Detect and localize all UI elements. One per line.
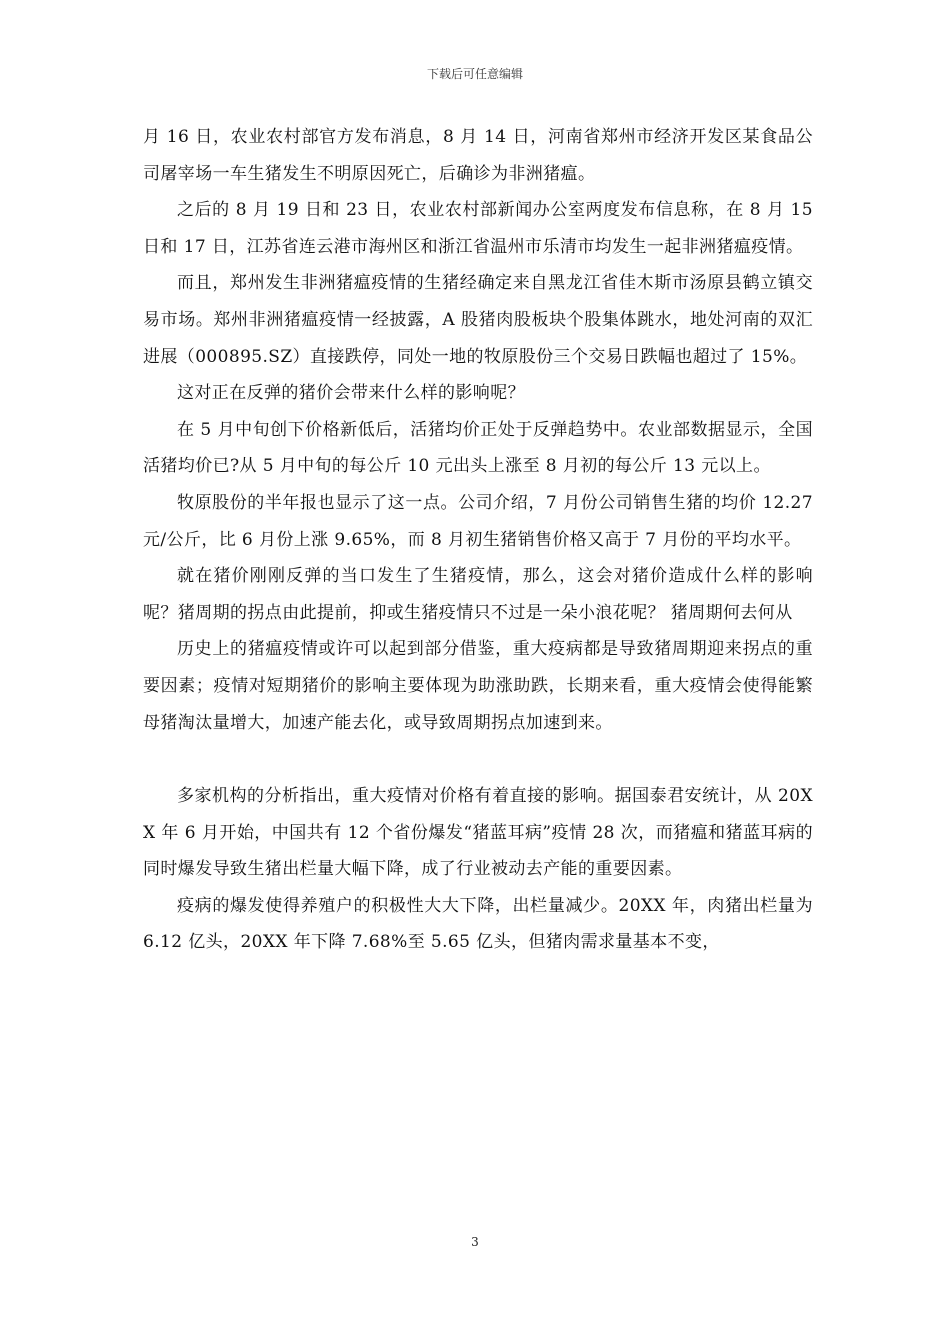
paragraph-3: 而且，郑州发生非洲猪瘟疫情的生猪经确定来自黑龙江省佳木斯市汤原县鹤立镇交易市场。郑州非洲猪瘟疫情一经披露，A 股猪肉股板块个股集体跳水，地处河南的双汇进展（000895.SZ）直接跌停，同处一地的牧原股份三个交易日跌幅也超过了 15%。: [143, 273, 813, 367]
paragraph-8: 历史上的猪瘟疫情或许可以起到部分借鉴，重大疫病都是导致猪周期迎来拐点的重要因素；疫情对短期猪价的影响主要体现为助涨助跌，长期来看，重大疫情会使得能繁母猪淘汰量增大，加速产能去化，或导致周期拐点加速到来。: [143, 639, 813, 733]
paragraph-6: 牧原股份的半年报也显示了这一点。公司介绍，7 月份公司销售生猪的均价 12.27 元/公斤，比 6 月份上涨 9.65%，而 8 月初生猪销售价格又高于 7 月份的平均水平。: [143, 492, 813, 550]
page-number: 3: [471, 1235, 479, 1249]
paragraph-4: 这对正在反弹的猪价会带来什么样的影响呢？: [177, 383, 525, 404]
paragraph-7: 就在猪价刚刚反弹的当口发生了生猪疫情，那么，这会对猪价造成什么样的影响呢？猪周期的拐点由此提前，抑或生猪疫情只不过是一朵小浪花呢？ 猪周期何去何从: [143, 566, 813, 623]
paragraph-9: 多家机构的分析指出，重大疫情对价格有着直接的影响。据国泰君安统计，从 20XX 年 6 月开始，中国共有 12 个省份爆发“猪蓝耳病”疫情 28 次，而猪瘟和猪蓝耳病的同时爆发导致生猪出栏量大幅下降，成了行业被动去产能的重要因素。: [143, 786, 813, 880]
paragraph-gap: [143, 741, 813, 778]
page-header: 下载后可任意编辑: [426, 67, 523, 81]
document-body: [143, 119, 813, 961]
paragraph-5: 在 5 月中旬创下价格新低后，活猪均价正处于反弹趋势中。农业部数据显示，全国活猪均价已?从 5 月中旬的每公斤 10 元出头上涨至 8 月初的每公斤 13 元以上。: [143, 419, 813, 477]
paragraph-2: 之后的 8 月 19 日和 23 日，农业农村部新闻办公室两度发布信息称，在 8 月 15 日和 17 日，江苏省连云港市海州区和浙江省温州市乐清市均发生一起非洲猪瘟疫情。: [143, 200, 813, 257]
paragraph-1: 月 16 日，农业农村部官方发布消息，8 月 14 日，河南省郑州市经济开发区某食品公司屠宰场一车生猪发生不明原因死亡，后确诊为非洲猪瘟。: [143, 127, 813, 184]
paragraph-10: 疫病的爆发使得养殖户的积极性大大下降，出栏量减少。20XX 年，肉猪出栏量为 6.12 亿头，20XX 年下降 7.68%至 5.65 亿头，但猪肉需求量基本不变，: [143, 895, 813, 953]
